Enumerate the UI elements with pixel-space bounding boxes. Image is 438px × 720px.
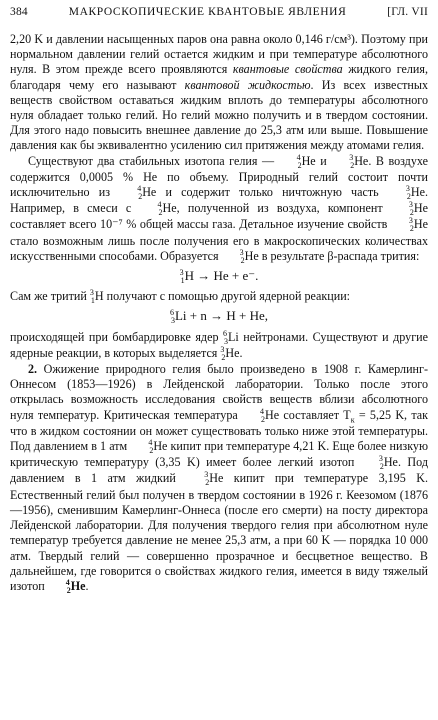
text-run: кипит при температуре 3,195 K. Естественный гелий был получен в твердом состоянии в 1926 г. Кеезомом (1876—1956), сменившим Камерлинг-Оннеса (после его смерти) на посту директора Лейденской лаборатории. Для получения твердого гелия при абсолютном нуле температур требуется давление не менее 25,3 атм, а при 60 K — порядка 10 000 атм. Твердый гелий — совершенно прозрачное и бесцветное вещество. В дальнейшем, где говорится о свойствах жидкого гелия, имеется в виду тяжелый изотоп [10,471,428,593]
isotope-he4: $^4_2$He [157,200,177,218]
text-run: = 5,25 K, так что в жидком состоянии он может существовать только ниже этой температуры. Под давлением в 1 атм [10,407,428,454]
formula-text: Li + n → H + He, [174,308,268,324]
isotope-he3: $^3_2$He [405,184,425,202]
isotope-he3: $^3_2$He [239,247,259,265]
paragraph-2 [10,154,428,265]
isotope-he3: $^3_2$He [349,152,369,170]
text-run: . Из всех известных веществ свойством оставаться жидким вплоть до температуры абсолютного нуля обладает только гелий. Но гелий можно получить и в твердом состоянии. Для этого надо повысить внешнее давление до 25,3 атм или выше. Повышение давления как бы эквивалентно усилению сил притяжения между атомами гелия. [10,77,428,153]
text-run: составляет всего 10⁻⁷ % общей массы газа. Детальное изучение свойств [10,217,391,232]
italic-term: квантовые свойства [232,62,343,77]
page-number: 384 [10,6,28,18]
isotope-he4: $^4_2$He [260,406,280,424]
text-run: в результате β-распада трития: [258,248,420,263]
section-number: 2. [28,362,38,377]
text-run: . Под давлением в 1 атм жидкий [10,455,428,486]
text-run: получают с помощью другой ядерной реакции: [103,289,351,304]
isotope-he3: $^3_2$He [408,216,428,234]
text-run: . [85,578,89,593]
isotope-he4: $^4_2$He [65,577,86,595]
isotope-h3: $^3_1$H [89,288,104,306]
beta-decay-formula: $^3_1$H → He + e⁻. [179,268,259,286]
text-run: , полученной из воздуха, компонент [176,201,391,216]
paragraph-1 [10,32,428,154]
text-run: происходящей при бомбардировке ядер [10,329,224,344]
running-title: МАКРОСКОПИЧЕСКИЕ КВАНТОВЫЕ ЯВЛЕНИЯ [68,6,347,18]
isotope-he3: $^3_2$He [378,454,398,472]
isotope-he3: $^3_2$He [204,470,224,488]
text-run: Существуют два стабильных изотопа гелия — [28,153,279,168]
text-run: 2,20 K и давлении насыщенных паров она равна около 0,146 г/см³). Поэтому при нормальном давлении гелий остается жидким и при температуре абсолютного нуля. В этом прежде всего проявляются [10,32,428,77]
text-run: Сам же тритий [10,289,90,304]
isotope-li6: $^6_3$Li [223,328,239,346]
text-run: и содержит только ничтожную часть [156,185,388,200]
isotope-he4: $^4_2$He [148,438,168,456]
text-run: и [315,153,332,168]
paragraph-3 [10,289,428,305]
chapter-label: [ГЛ. VII [387,6,428,18]
page-body [10,32,428,595]
text-run: Ожижение природного гелия было произведено в 1908 г. Камерлинг-Оннесом (1853—1926) в Лейденской лаборатории. Только после этого открылась возможность исследования свойств веществ вблизи абсолютного нуля температур. Критическая температура [10,362,428,422]
text-run: . [239,345,243,360]
text-run: жидкого гелия, благодаря чему его называют [10,62,428,92]
running-header [10,6,428,18]
isotope-he3: $^3_2$He [408,200,428,218]
text-run: стало возможным лишь после получения его в макроскопических количествах искусственными способами. Образуется [10,233,428,263]
text-run: составляет T [279,407,351,422]
isotope-he4: $^4_2$He [296,152,316,170]
formula-text: H → He + e⁻. [184,268,259,284]
text-run: . В воздухе содержится 0,0005 % Не по объему. Природный гелий состоит почти исключительно из [10,153,428,200]
subscript: к [350,415,355,425]
paragraph-4 [10,330,428,362]
text-run: . Например, в смеси с [10,185,428,216]
isotope-he3: $^3_2$He [220,344,240,362]
nuclear-reaction-formula: $^6_3$Li + n → H + He, [169,308,268,326]
text-run: нейтронами. Существуют и другие ядерные реакции, в которых выделяется [10,329,428,360]
text-run: кипит при температуре 4,21 K. Еще более низкую критическую температуру (3,35 K) имеет более легкий изотоп [10,439,428,470]
italic-term: квантовой жидкостью [184,77,311,92]
paragraph-5 [10,362,428,595]
isotope-he4: $^4_2$He [137,184,157,202]
